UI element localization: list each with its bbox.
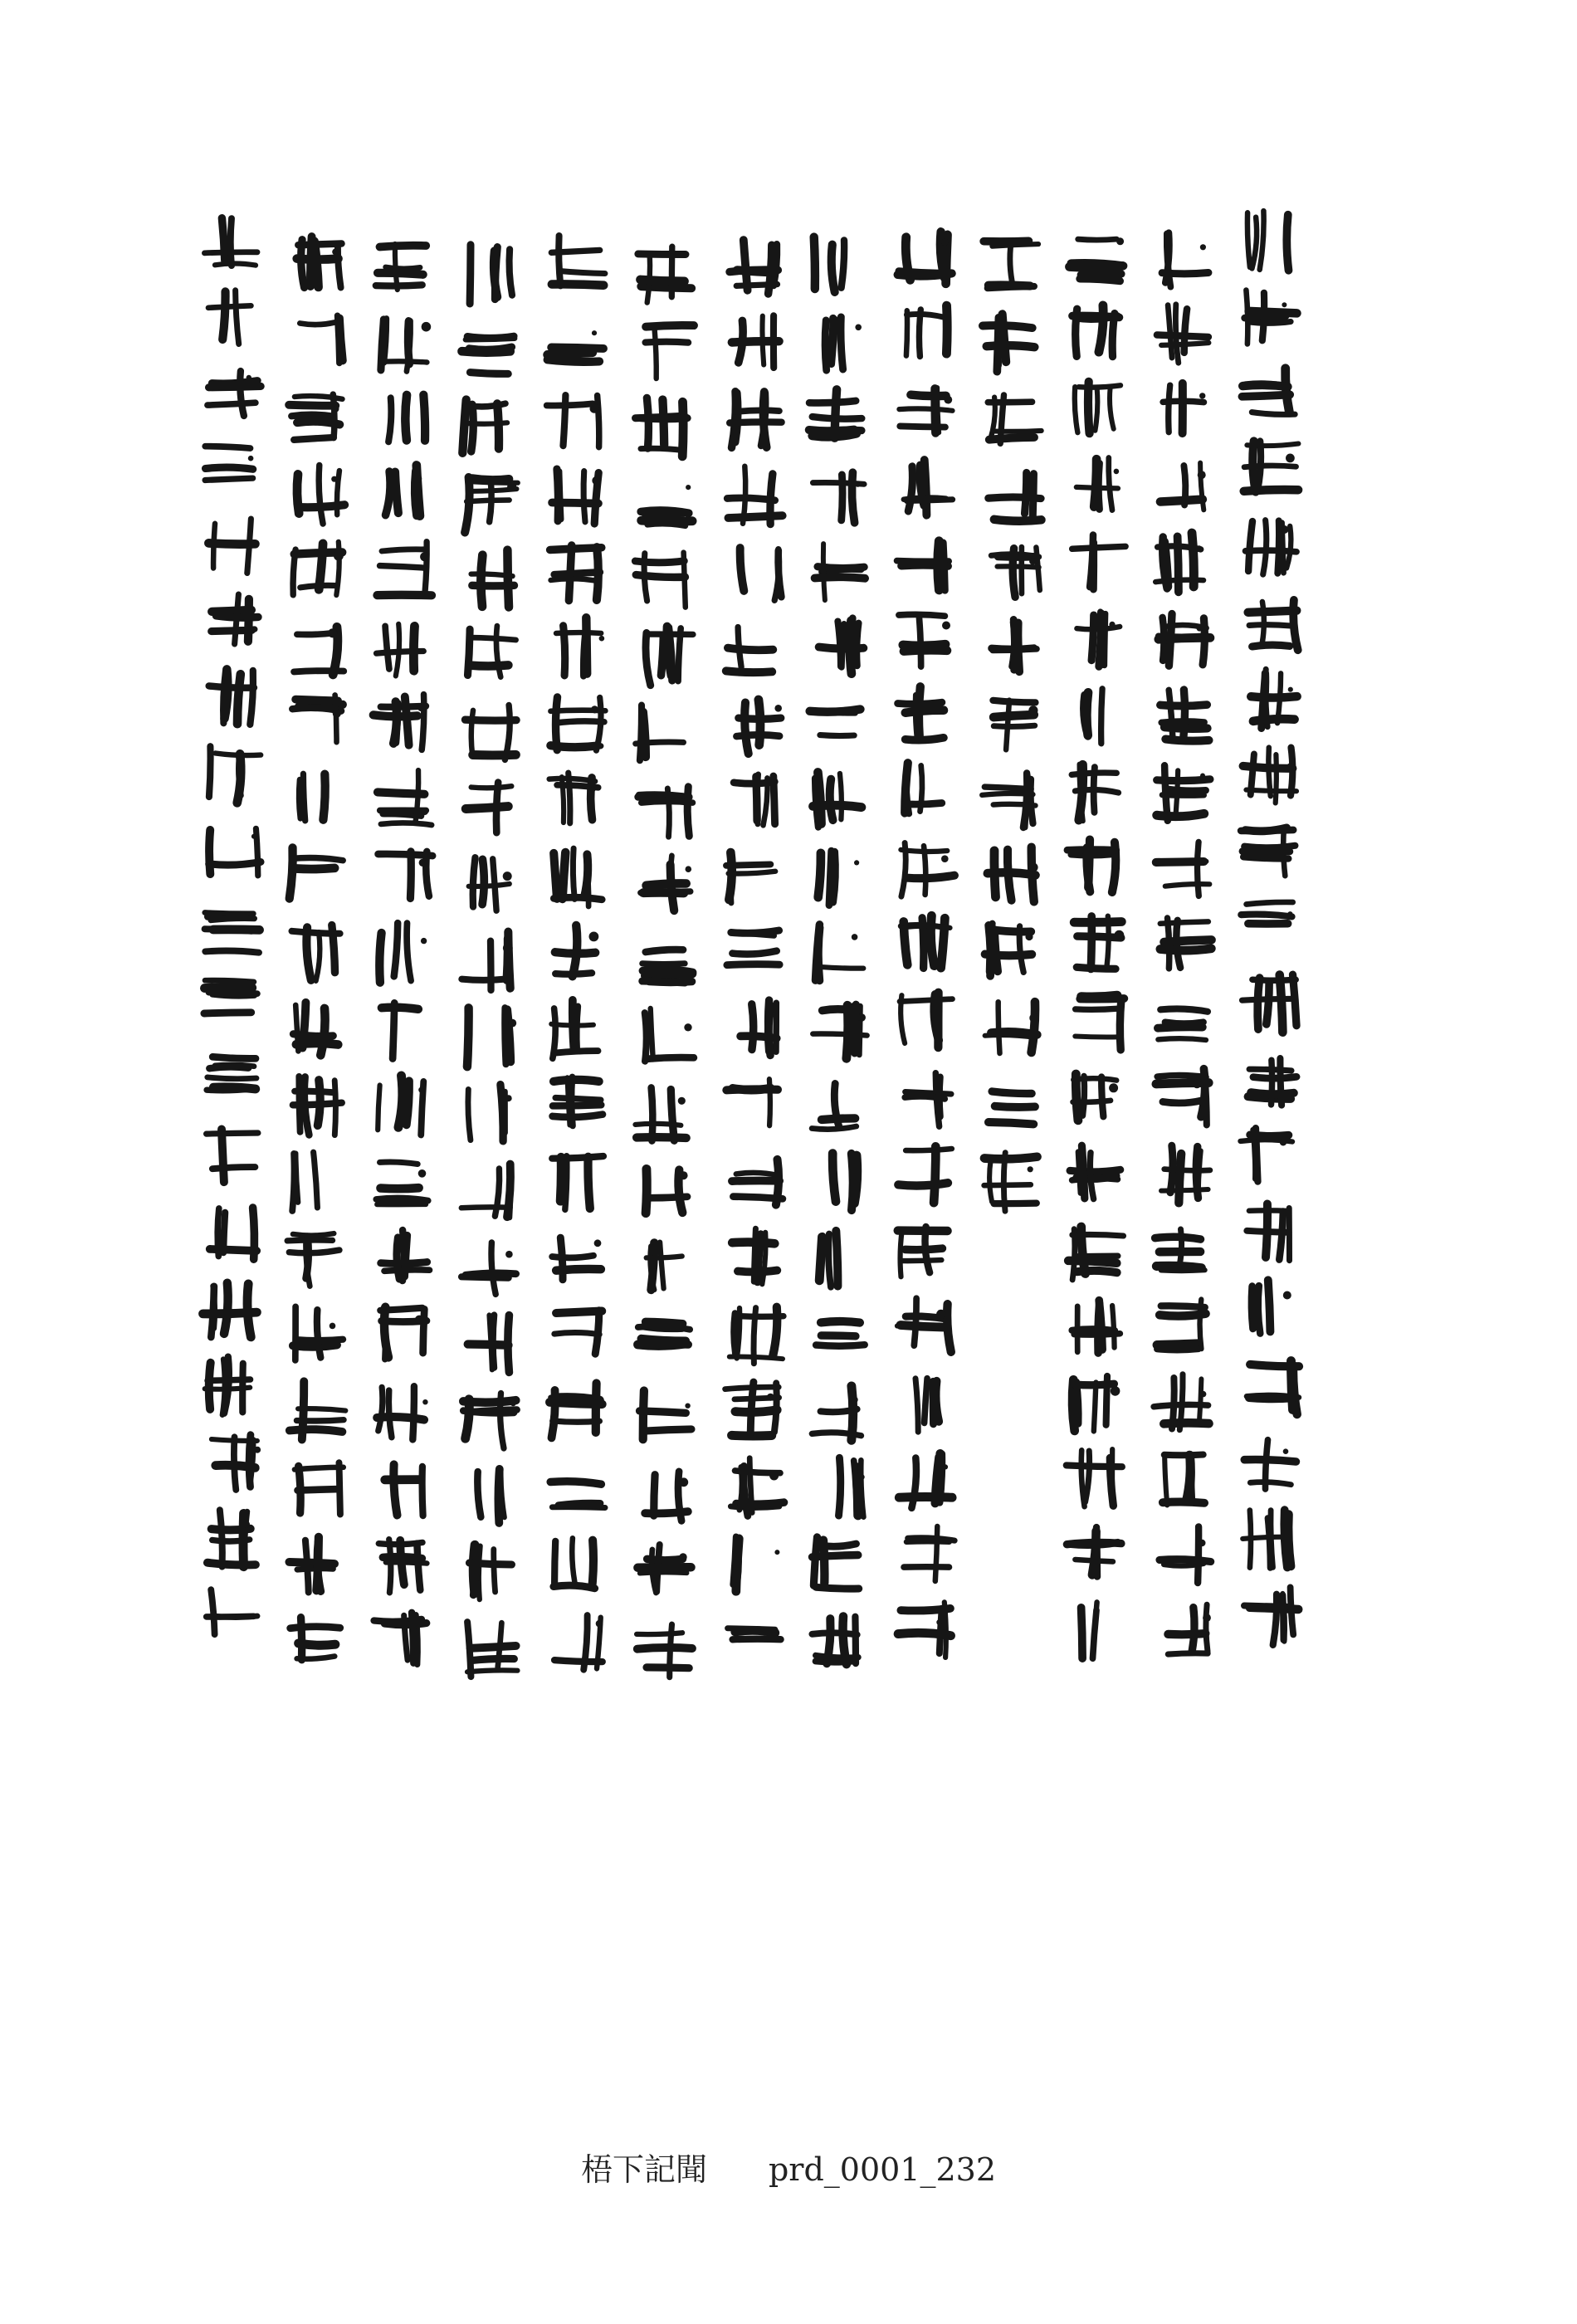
manuscript-column <box>203 218 261 1634</box>
manuscript-column <box>287 237 345 1660</box>
manuscript-column <box>374 244 432 1665</box>
manuscript-column <box>547 236 606 1670</box>
manuscript-column <box>635 247 694 1677</box>
manuscript-column <box>461 245 518 1677</box>
manuscript-column <box>982 241 1042 1211</box>
manuscript-column <box>1067 237 1125 1658</box>
manuscript-column <box>1241 211 1300 1645</box>
manuscript-page <box>191 166 1336 1826</box>
manuscript-column <box>809 237 867 1665</box>
page-footer <box>0 2151 1577 2188</box>
manuscript-column <box>725 240 784 1639</box>
page-id: prd_0001_232 <box>768 2151 997 2188</box>
handwritten-text-image <box>191 166 1336 1826</box>
manuscript-column <box>897 232 955 1658</box>
book-title: 梧下記聞 <box>580 2151 707 2188</box>
manuscript-column <box>1154 232 1212 1654</box>
